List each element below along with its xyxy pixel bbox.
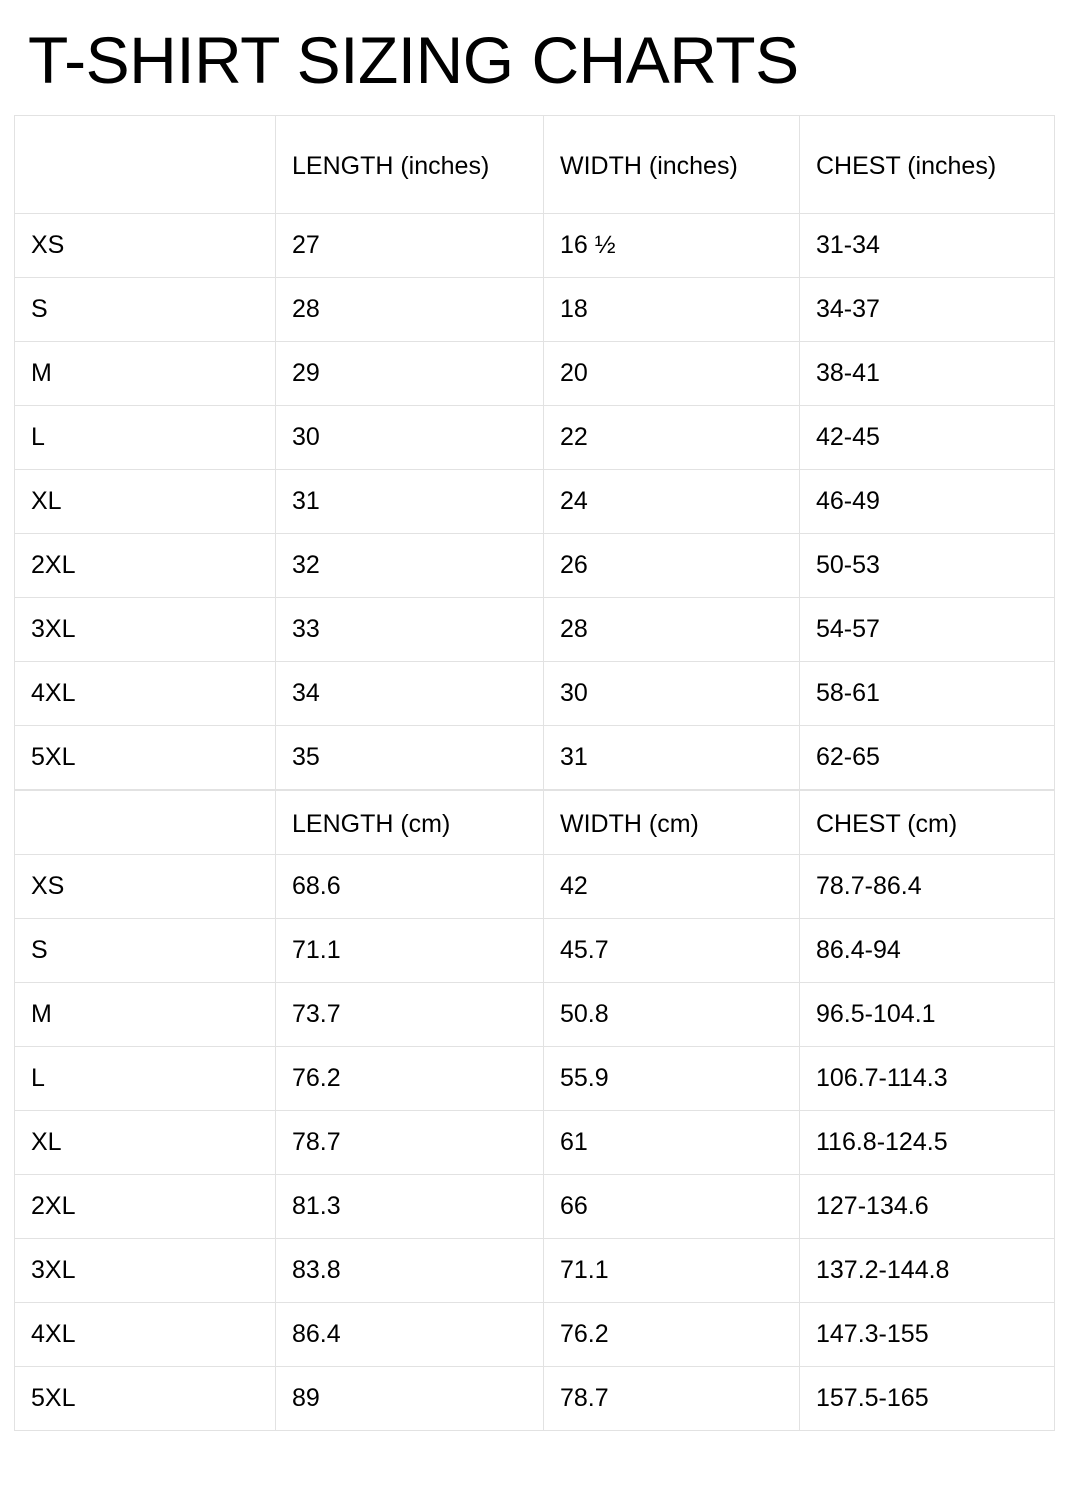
cell-width: 55.9 xyxy=(544,1047,800,1111)
cell-length: 89 xyxy=(276,1367,544,1431)
table-row xyxy=(15,214,1055,278)
cell-width: 45.7 xyxy=(544,919,800,983)
cell-chest: 147.3-155 xyxy=(800,1303,1055,1367)
cell-size: 5XL xyxy=(15,726,276,790)
cell-size: 4XL xyxy=(15,662,276,726)
table-row xyxy=(15,598,1055,662)
cell-width: 22 xyxy=(544,406,800,470)
cell-size: XS xyxy=(15,855,276,919)
cell-chest: 38-41 xyxy=(800,342,1055,406)
cell-chest: 96.5-104.1 xyxy=(800,983,1055,1047)
table-row xyxy=(15,1303,1055,1367)
cell-size: 3XL xyxy=(15,598,276,662)
centimeters-chart xyxy=(14,790,1055,1431)
cell-size: L xyxy=(15,406,276,470)
inches-chart xyxy=(14,115,1055,790)
cell-size: XL xyxy=(15,470,276,534)
cell-size: 2XL xyxy=(15,534,276,598)
cell-size: XL xyxy=(15,1111,276,1175)
cell-length: 34 xyxy=(276,662,544,726)
cell-length: 73.7 xyxy=(276,983,544,1047)
cell-chest: 116.8-124.5 xyxy=(800,1111,1055,1175)
cell-chest: 46-49 xyxy=(800,470,1055,534)
cell-chest: 106.7-114.3 xyxy=(800,1047,1055,1111)
cell-size: 2XL xyxy=(15,1175,276,1239)
table-row xyxy=(15,1367,1055,1431)
header-size-blank xyxy=(15,116,276,214)
cell-width: 61 xyxy=(544,1111,800,1175)
cell-chest: 42-45 xyxy=(800,406,1055,470)
header-size-blank xyxy=(15,791,276,855)
cell-length: 27 xyxy=(276,214,544,278)
table-row xyxy=(15,470,1055,534)
cell-length: 31 xyxy=(276,470,544,534)
cell-length: 76.2 xyxy=(276,1047,544,1111)
table-header-row xyxy=(15,116,1055,214)
cell-length: 68.6 xyxy=(276,855,544,919)
cell-chest: 31-34 xyxy=(800,214,1055,278)
cell-width: 30 xyxy=(544,662,800,726)
header-width: WIDTH (cm) xyxy=(544,791,800,855)
cell-width: 31 xyxy=(544,726,800,790)
cell-width: 20 xyxy=(544,342,800,406)
cell-length: 28 xyxy=(276,278,544,342)
table-row xyxy=(15,983,1055,1047)
header-width: WIDTH (inches) xyxy=(544,116,800,214)
cell-width: 66 xyxy=(544,1175,800,1239)
table-row xyxy=(15,342,1055,406)
table-row xyxy=(15,662,1055,726)
header-length: LENGTH (inches) xyxy=(276,116,544,214)
cell-length: 29 xyxy=(276,342,544,406)
cell-size: M xyxy=(15,342,276,406)
cell-width: 76.2 xyxy=(544,1303,800,1367)
cell-chest: 62-65 xyxy=(800,726,1055,790)
cell-size: S xyxy=(15,919,276,983)
cell-chest: 78.7-86.4 xyxy=(800,855,1055,919)
table-row xyxy=(15,1111,1055,1175)
cell-width: 71.1 xyxy=(544,1239,800,1303)
cell-size: 5XL xyxy=(15,1367,276,1431)
header-length: LENGTH (cm) xyxy=(276,791,544,855)
cell-width: 26 xyxy=(544,534,800,598)
cell-chest: 34-37 xyxy=(800,278,1055,342)
cell-size: S xyxy=(15,278,276,342)
table-row xyxy=(15,406,1055,470)
cell-chest: 86.4-94 xyxy=(800,919,1055,983)
cell-length: 32 xyxy=(276,534,544,598)
cell-width: 24 xyxy=(544,470,800,534)
cell-length: 83.8 xyxy=(276,1239,544,1303)
cell-width: 42 xyxy=(544,855,800,919)
cell-length: 78.7 xyxy=(276,1111,544,1175)
page-title: T-SHIRT SIZING CHARTS xyxy=(28,23,799,97)
cell-length: 30 xyxy=(276,406,544,470)
table-row xyxy=(15,278,1055,342)
cell-width: 50.8 xyxy=(544,983,800,1047)
header-chest: CHEST (cm) xyxy=(800,791,1055,855)
cell-chest: 50-53 xyxy=(800,534,1055,598)
cell-chest: 58-61 xyxy=(800,662,1055,726)
cell-chest: 137.2-144.8 xyxy=(800,1239,1055,1303)
cell-length: 35 xyxy=(276,726,544,790)
table-row xyxy=(15,1239,1055,1303)
cell-length: 81.3 xyxy=(276,1175,544,1239)
cell-size: M xyxy=(15,983,276,1047)
table-row xyxy=(15,855,1055,919)
cell-size: L xyxy=(15,1047,276,1111)
cell-width: 78.7 xyxy=(544,1367,800,1431)
cell-width: 28 xyxy=(544,598,800,662)
table-row xyxy=(15,1047,1055,1111)
table-row xyxy=(15,534,1055,598)
cell-length: 33 xyxy=(276,598,544,662)
table-row xyxy=(15,1175,1055,1239)
cell-size: XS xyxy=(15,214,276,278)
table-header-row xyxy=(15,791,1055,855)
cell-size: 4XL xyxy=(15,1303,276,1367)
table-row xyxy=(15,919,1055,983)
cell-chest: 157.5-165 xyxy=(800,1367,1055,1431)
cell-size: 3XL xyxy=(15,1239,276,1303)
header-chest: CHEST (inches) xyxy=(800,116,1055,214)
cell-length: 86.4 xyxy=(276,1303,544,1367)
cell-chest: 54-57 xyxy=(800,598,1055,662)
cell-length: 71.1 xyxy=(276,919,544,983)
table-row xyxy=(15,726,1055,790)
cell-width: 16 ½ xyxy=(544,214,800,278)
cell-chest: 127-134.6 xyxy=(800,1175,1055,1239)
cell-width: 18 xyxy=(544,278,800,342)
